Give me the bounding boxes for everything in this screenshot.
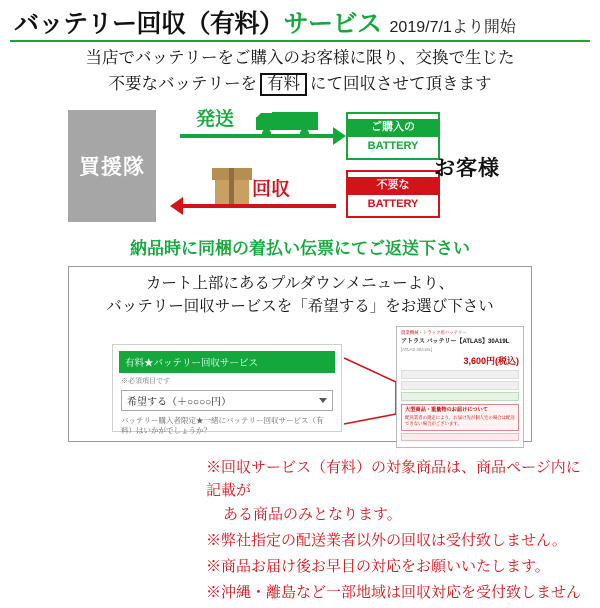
product-page-mock: [396, 326, 524, 448]
recycle-service-select[interactable]: [121, 390, 333, 411]
header: [0, 4, 600, 40]
product-row-stock: [401, 370, 519, 379]
product-warning: [401, 404, 519, 430]
lead-line-2-b: にて回収させて頂きます: [310, 74, 492, 93]
flow-diagram: [0, 108, 600, 228]
product-row-recycle-service: [401, 392, 519, 401]
product-title: アトラス バッテリー【ATLAS】30A19L: [401, 338, 510, 345]
note-head: ※弊社指定の配送業者以外の回収は受付致しません。: [206, 531, 567, 549]
product-price: [401, 355, 519, 369]
product-price-tax: (税込): [495, 355, 519, 366]
page-title-main: バッテリー回収（有料）: [14, 10, 284, 38]
pulldown-subtitle: ※必須項目です: [121, 378, 170, 385]
note-tail: ある商品のみとなります。: [223, 505, 402, 523]
truck-icon: [254, 110, 322, 140]
purchased-battery-line2: BATTERY: [367, 139, 419, 152]
start-date: 2019/7/1より開始: [389, 19, 516, 36]
product-category: 農業機械・トラック用バッテリー: [401, 330, 467, 335]
product-warning-title: 大型商品・重量物のお届けについて: [405, 407, 488, 414]
lead-line-2-a: 不要なバッテリーを: [108, 74, 257, 93]
notes-list: [206, 456, 590, 608]
instruction-text: [0, 272, 600, 319]
recycle-service-selected-value: 希望する（＋○○○○円）: [127, 397, 232, 408]
send-label: 発送: [196, 109, 235, 130]
shop-box: [68, 110, 156, 222]
note-head: ※沖縄・離島など一部地域は回収対応を受付致しません: [206, 584, 582, 602]
purchased-battery-line1: ご購入の: [348, 119, 438, 137]
page-title: [14, 4, 382, 40]
pulldown-title: 有料★バッテリー回収サービス: [119, 351, 335, 373]
return-label: 回収: [252, 179, 291, 200]
note-item: [206, 456, 590, 526]
chevron-down-icon: [319, 398, 327, 403]
return-slip-banner: 納品時に同梱の着払い伝票にてご返送下さい: [130, 239, 470, 258]
note-item: [206, 581, 590, 604]
instruction-line-2-b: 」をお選び下さい: [369, 298, 494, 316]
page-title-accent: サービス: [283, 10, 382, 38]
product-bar: [401, 433, 519, 441]
purchased-battery-box: [346, 112, 440, 160]
instruction-line-2-a: バッテリー回収サービスを「: [106, 298, 308, 316]
instruction-line-2: [0, 295, 600, 318]
note-item: [206, 529, 590, 552]
note-head: ※回収サービス（有料）の対象商品は、商品ページ内に記載が: [206, 459, 581, 500]
shop-label: 買援隊: [79, 156, 145, 179]
customer-label: お客様: [434, 157, 500, 180]
return-arrow: [182, 204, 336, 208]
product-row-quantity: [401, 381, 519, 390]
unneeded-battery-box: [346, 170, 440, 218]
unneeded-battery-line2: BATTERY: [367, 197, 419, 210]
product-warning-body: 配送業者の規定により、お届け先が個人宅の場合は配送できない場合がございます。: [405, 414, 515, 427]
pulldown-mock: [112, 344, 342, 436]
lead-line-1: 当店でバッテリーをご購入のお客様に限り、交換で生じた: [85, 49, 515, 67]
lead-text: [0, 46, 600, 97]
note-item: [206, 555, 590, 578]
note-head: ※商品お届け後お早目の対応をお願いいたします。: [206, 558, 550, 575]
instruction-line-1: カート上部にあるプルダウンメニューより、: [145, 275, 455, 292]
unneeded-battery-line1: 不要な: [348, 177, 438, 195]
lead-boxed-word: 有料: [260, 73, 307, 96]
pulldown-note: バッテリー購入者限定★一緒にバッテリー回収サービス（有料）はいかがでしょうか？: [121, 416, 324, 436]
lead-line-2: [0, 72, 600, 98]
instruction-boxed-word: 希望する: [307, 298, 370, 316]
header-divider: [10, 40, 590, 42]
cardboard-box-icon: [212, 168, 252, 204]
product-price-value: 3,600円: [463, 355, 495, 366]
product-sku: [ATLAS-30A19L]: [401, 346, 433, 352]
